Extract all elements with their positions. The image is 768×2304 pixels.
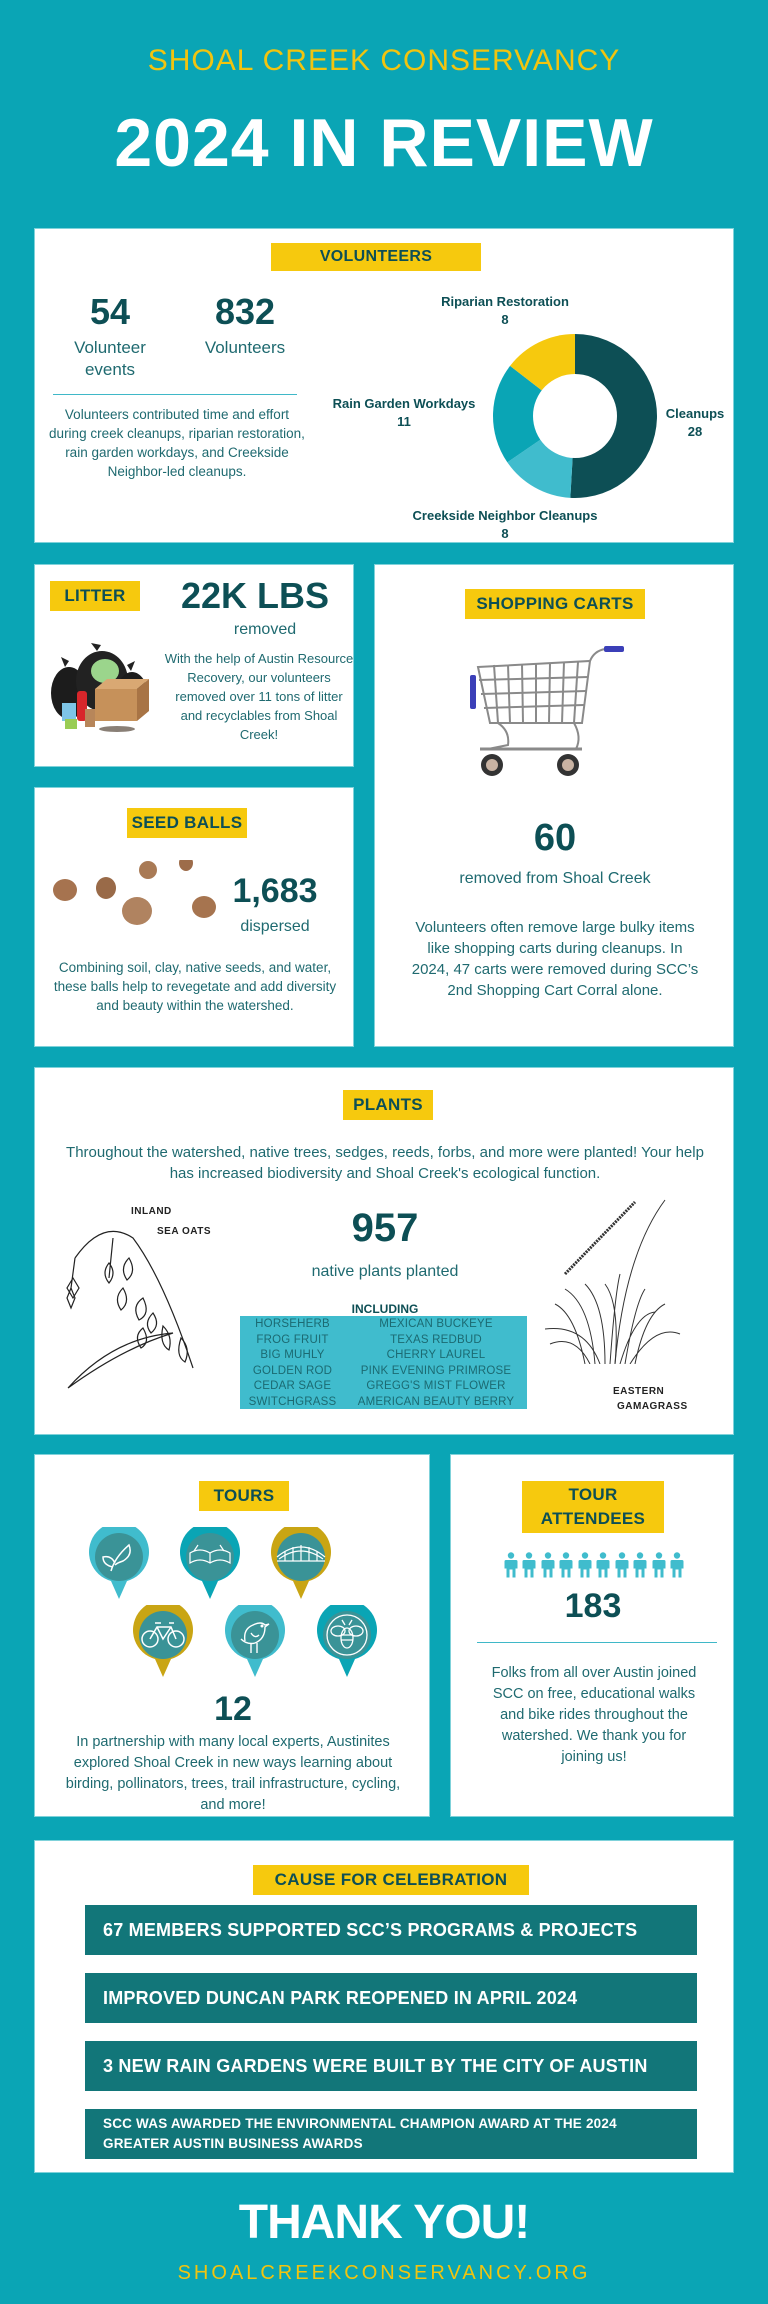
plant-item: AMERICAN BEAUTY BERRY bbox=[357, 1395, 515, 1408]
plant-item: PINK EVENING PRIMROSE bbox=[360, 1364, 512, 1377]
rain-garden-label: Rain Garden Workdays bbox=[332, 396, 476, 411]
plants-unit-label: native plants planted bbox=[311, 1263, 459, 1280]
celebration-item: IMPROVED DUNCAN PARK REOPENED IN APRIL 2024 bbox=[85, 1973, 697, 2023]
rain-garden-value: 11 bbox=[397, 414, 411, 429]
shopping-carts-unit-label: removed from Shoal Creek bbox=[459, 870, 651, 887]
celebration-item: SCC WAS AWARDED THE ENVIRONMENTAL CHAMPION AWARD AT THE 2024 GREATER AUSTIN BUSINESS AWARDS bbox=[85, 2109, 697, 2159]
litter-tag: LITTER bbox=[50, 581, 140, 611]
person-icon bbox=[633, 1552, 647, 1578]
book-icon bbox=[180, 1527, 240, 1599]
bicycle-icon bbox=[133, 1605, 193, 1677]
tours-tag: TOURS bbox=[199, 1481, 289, 1511]
volunteer-events-value: 54 bbox=[89, 291, 131, 332]
volunteer-events-donut-chart bbox=[490, 331, 660, 501]
including-label: INCLUDING bbox=[351, 1302, 419, 1316]
donut-label-creekside bbox=[395, 507, 615, 543]
plant-list-left bbox=[240, 1316, 345, 1409]
person-icon bbox=[578, 1552, 592, 1578]
litter-description: With the help of Austin Resource Recovery, our volunteers removed over 11 tons of litter and recyclables from Shoal Creek! bbox=[164, 651, 354, 742]
donut-label-riparian-restoration bbox=[425, 293, 585, 329]
volunteers-description: Volunteers contributed time and effort during creek cleanups, riparian restoration, rain garden workdays, and Creekside Neighbor-led cleanups. bbox=[49, 407, 305, 479]
tour-attendees-card bbox=[450, 1454, 734, 1817]
bridge-icon bbox=[271, 1527, 331, 1599]
eastern-gamagrass-illustration bbox=[545, 1194, 685, 1364]
person-icon bbox=[522, 1552, 536, 1578]
celebration-item: 3 NEW RAIN GARDENS WERE BUILT BY THE CITY OF AUSTIN bbox=[85, 2041, 697, 2091]
plant-item: SWITCHGRASS bbox=[248, 1395, 337, 1408]
plant-item: GOLDEN ROD bbox=[252, 1364, 333, 1377]
sea-oats-label-2: SEA OATS bbox=[157, 1226, 212, 1237]
tour-attendees-tag-line-2: ATTENDEES bbox=[540, 1509, 646, 1528]
seed-balls-card bbox=[34, 787, 354, 1047]
volunteer-events-label-2: events bbox=[84, 360, 136, 379]
trash-bags-icon bbox=[47, 641, 152, 736]
volunteers-count-stat bbox=[185, 291, 305, 359]
cleanups-label: Cleanups bbox=[665, 406, 725, 421]
tour-attendees-divider bbox=[477, 1642, 717, 1643]
person-icon bbox=[541, 1552, 555, 1578]
volunteers-count-value: 832 bbox=[214, 291, 276, 332]
plant-item: FROG FRUIT bbox=[256, 1333, 329, 1346]
tours-card bbox=[34, 1454, 430, 1817]
seed-balls-value: 1,683 bbox=[232, 872, 318, 910]
inland-sea-oats-illustration bbox=[63, 1218, 213, 1393]
plant-item: CEDAR SAGE bbox=[253, 1380, 332, 1392]
person-icon bbox=[596, 1552, 610, 1578]
creekside-label: Creekside Neighbor Cleanups bbox=[412, 508, 598, 523]
volunteer-events-stat bbox=[55, 291, 165, 381]
seed-balls-icon bbox=[49, 860, 229, 940]
plant-item: MEXICAN BUCKEYE bbox=[379, 1318, 493, 1330]
org-name: SHOAL CREEK CONSERVANCY bbox=[147, 44, 621, 77]
shopping-carts-card bbox=[374, 564, 734, 1047]
plant-item: HORSEHERB bbox=[255, 1318, 330, 1330]
plants-tag: PLANTS bbox=[343, 1090, 433, 1120]
shopping-carts-description: Volunteers often remove large bulky items like shopping carts during cleanups. In 2024, 47 carts were removed during SCC’s 2nd Shopping Cart Corral alone. bbox=[411, 919, 699, 999]
riparian-label: Riparian Restoration bbox=[441, 294, 569, 309]
litter-value: 22K LBS bbox=[180, 575, 330, 616]
person-icon bbox=[504, 1552, 518, 1578]
shopping-cart-icon bbox=[470, 645, 630, 785]
celebration-tag: CAUSE FOR CELEBRATION bbox=[253, 1865, 529, 1895]
plant-list-right bbox=[345, 1316, 527, 1409]
sea-oats-label-1: INLAND bbox=[131, 1206, 172, 1217]
tour-attendees-tag bbox=[522, 1481, 664, 1533]
celebration-item: 67 MEMBERS SUPPORTED SCC’S PROGRAMS & PROJECTS bbox=[85, 1905, 697, 1955]
tours-description: In partnership with many local experts, Austinites explored Shoal Creek in new ways learning about birding, pollinators, trees, trail infrastructure, cycling, and more! bbox=[65, 1734, 401, 1813]
person-icon bbox=[559, 1552, 573, 1578]
donut-label-rain-garden bbox=[319, 395, 489, 431]
plant-item: TEXAS REDBUD bbox=[390, 1333, 482, 1346]
cause-for-celebration-card bbox=[34, 1840, 734, 2173]
cleanups-value: 28 bbox=[687, 424, 703, 439]
seed-balls-description: Combining soil, clay, native seeds, and water, these balls help to revegetate and add diversity and beauty within the watershed. bbox=[53, 960, 337, 1013]
volunteers-tag: VOLUNTEERS bbox=[271, 243, 481, 271]
bird-icon bbox=[225, 1605, 285, 1677]
donut-label-cleanups bbox=[655, 405, 735, 441]
leaf-icon bbox=[89, 1527, 149, 1599]
seed-balls-tag: SEED BALLS bbox=[127, 808, 247, 838]
volunteers-card bbox=[34, 228, 734, 543]
plants-description: Throughout the watershed, native trees, sedges, reeds, forbs, and more were planted! Your help has increased biodiversity and Shoal Creek's ecological function. bbox=[66, 1144, 704, 1182]
plant-item: GREGG'S MIST FLOWER bbox=[366, 1380, 506, 1392]
person-icon bbox=[652, 1552, 666, 1578]
plants-value: 957 bbox=[351, 1206, 419, 1250]
tours-value: 12 bbox=[214, 1690, 252, 1728]
bee-icon bbox=[317, 1605, 377, 1677]
thank-you-heading: THANK YOU! bbox=[238, 2196, 530, 2249]
litter-unit-label: removed bbox=[233, 621, 297, 638]
tour-attendees-description: Folks from all over Austin joined SCC on free, educational walks and bike rides throughout the watershed. We thank you for joining us! bbox=[491, 1665, 697, 1765]
creekside-value: 8 bbox=[501, 526, 509, 541]
plant-species-list bbox=[240, 1316, 527, 1409]
person-icon bbox=[615, 1552, 629, 1578]
seed-balls-unit-label: dispersed bbox=[240, 918, 310, 935]
page-title: 2024 IN REVIEW bbox=[114, 105, 654, 181]
plant-item: CHERRY LAUREL bbox=[386, 1349, 486, 1361]
litter-card bbox=[34, 564, 354, 767]
gamagrass-label-1: EASTERN bbox=[613, 1386, 665, 1397]
tour-attendees-value: 183 bbox=[564, 1587, 622, 1625]
plant-item: BIG MUHLY bbox=[260, 1349, 325, 1361]
volunteer-events-label-1: Volunteer bbox=[74, 338, 146, 357]
website-link[interactable]: SHOALCREEKCONSERVANCY.ORG bbox=[177, 2262, 591, 2284]
tour-attendees-tag-line-1: TOUR bbox=[568, 1485, 618, 1504]
gamagrass-label-2: GAMAGRASS bbox=[617, 1401, 688, 1412]
volunteers-divider bbox=[53, 394, 297, 395]
shopping-carts-tag: SHOPPING CARTS bbox=[465, 589, 645, 619]
riparian-value: 8 bbox=[501, 312, 509, 327]
person-icon bbox=[670, 1552, 684, 1578]
volunteers-count-label: Volunteers bbox=[204, 338, 286, 357]
people-icon-row bbox=[504, 1552, 684, 1578]
shopping-carts-value: 60 bbox=[533, 817, 577, 859]
